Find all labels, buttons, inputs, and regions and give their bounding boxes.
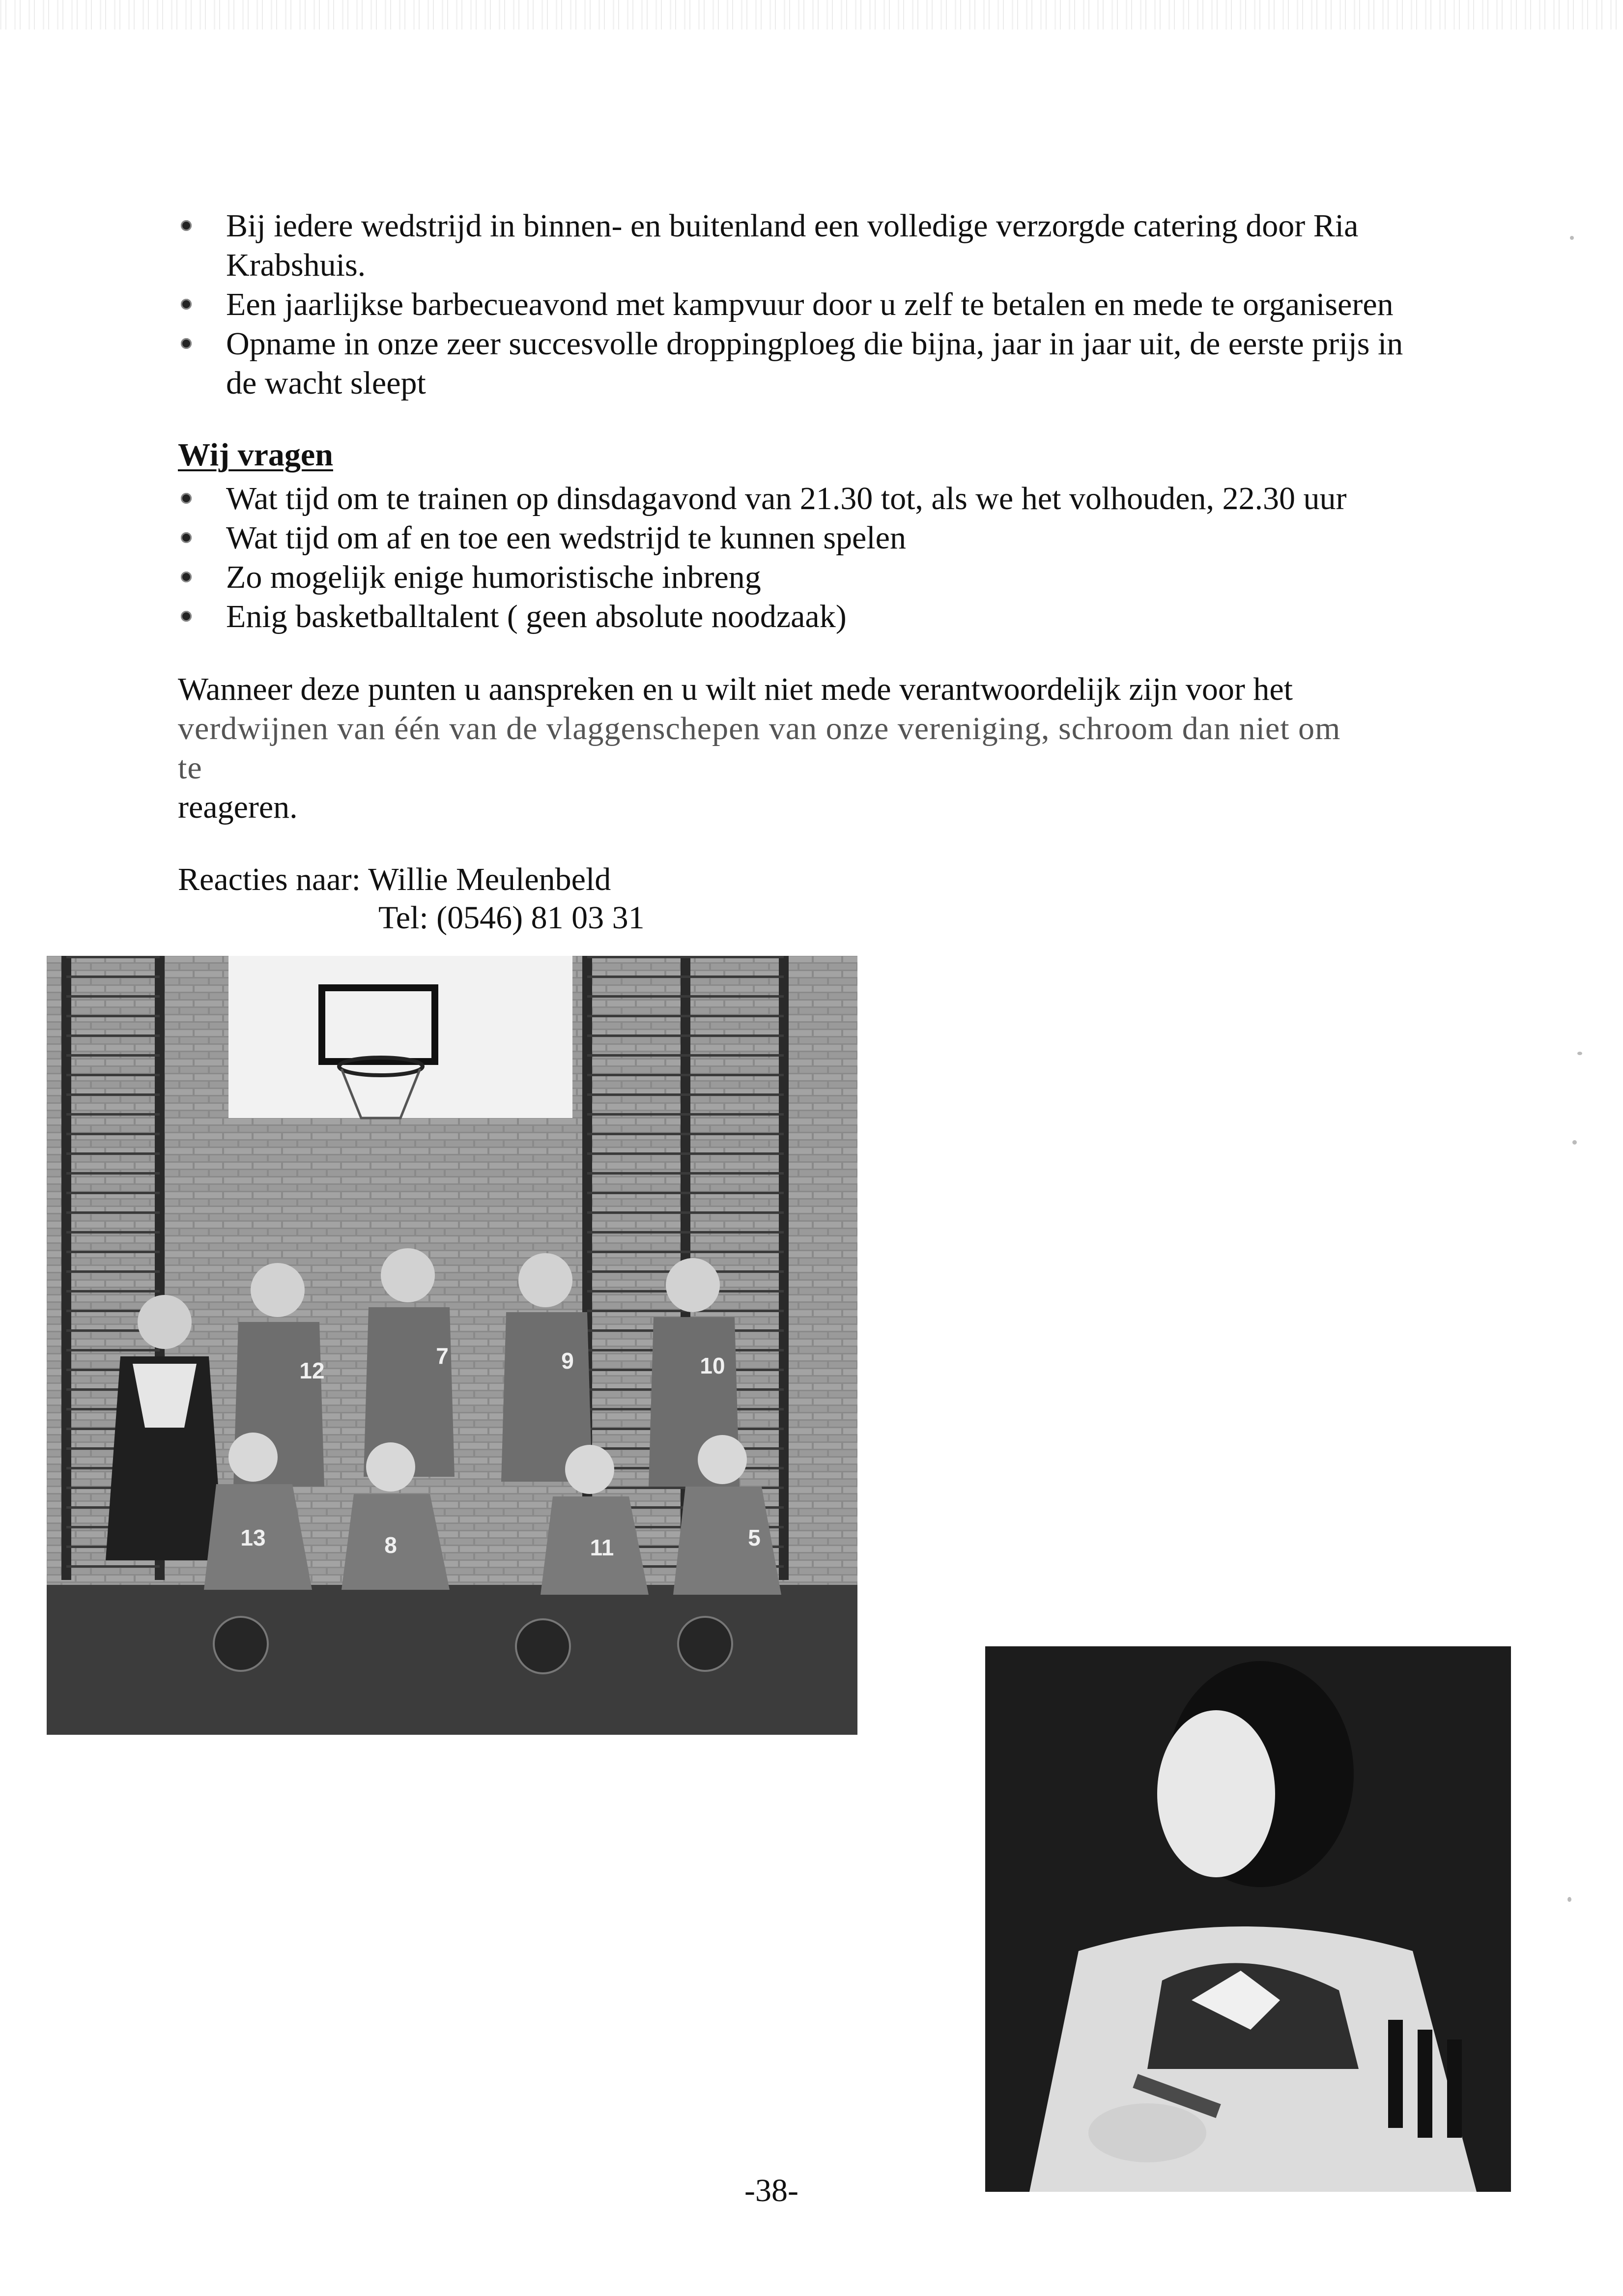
team-photo-image: [47, 956, 857, 1735]
intro-bullet-list: [177, 206, 1435, 403]
scan-speck: [1577, 1052, 1582, 1055]
jersey-number: 12: [299, 1358, 325, 1383]
closing-paragraph: Wanneer deze punten u aanspreken en u wilt niet mede verantwoordelijk zijn voor het verdwijnen van één van de vlaggenschepen van onze vereniging, schroom dan niet om te reageren.: [178, 671, 1341, 825]
jersey-number: 10: [700, 1353, 725, 1378]
intro-item: Een jaarlijkse barbecueavond met kampvuur door u zelf te betalen en mede te organiseren: [177, 285, 1435, 324]
jersey-number: 8: [384, 1532, 397, 1558]
bullet-icon: [181, 220, 192, 231]
jersey-number: 5: [748, 1525, 761, 1550]
wij-vragen-list: [177, 479, 1464, 636]
scan-speck: [1572, 1140, 1577, 1145]
page-number: -38-: [744, 2173, 798, 2209]
wij-vragen-item: Wat tijd om te trainen op dinsdagavond van 21.30 tot, als we het volhouden, 22.30 uur: [177, 479, 1464, 518]
jersey-number: 7: [436, 1343, 449, 1369]
jersey-number: 9: [561, 1348, 574, 1374]
wij-vragen-item: Wat tijd om af en toe een wedstrijd te kunnen spelen: [177, 518, 1464, 558]
wij-vragen-heading: Wij vragen: [178, 437, 333, 473]
contact-name: Reacties naar: Willie Meulenbeld: [178, 861, 611, 897]
bullet-icon: [181, 338, 192, 349]
intro-item: Bij iedere wedstrijd in binnen- en buitenland een volledige verzorgde catering door Ria Krabshuis.: [177, 206, 1435, 285]
portrait-photo: [985, 1646, 1511, 2192]
wij-vragen-item: Enig basketballtalent ( geen absolute noodzaak): [177, 597, 1464, 636]
intro-item: Opname in onze zeer succesvolle droppingploeg die bijna, jaar in jaar uit, de eerste prijs in de wacht sleept: [177, 324, 1435, 403]
bullet-icon: [181, 611, 192, 622]
scan-speck: [1567, 1897, 1571, 1902]
team-photo: [47, 956, 857, 1735]
contact-phone: Tel: (0546) 81 03 31: [378, 900, 645, 936]
jersey-number: 13: [240, 1525, 266, 1550]
scan-speck: [1570, 236, 1574, 240]
bullet-icon: [181, 493, 192, 504]
bullet-icon: [181, 299, 192, 310]
scan-edge-artifact: [0, 0, 1623, 29]
jersey-number: 11: [590, 1535, 614, 1560]
wij-vragen-item: Zo mogelijk enige humoristische inbreng: [177, 558, 1464, 597]
portrait-photo-image: [985, 1646, 1511, 2192]
bullet-icon: [181, 572, 192, 582]
bullet-icon: [181, 532, 192, 543]
